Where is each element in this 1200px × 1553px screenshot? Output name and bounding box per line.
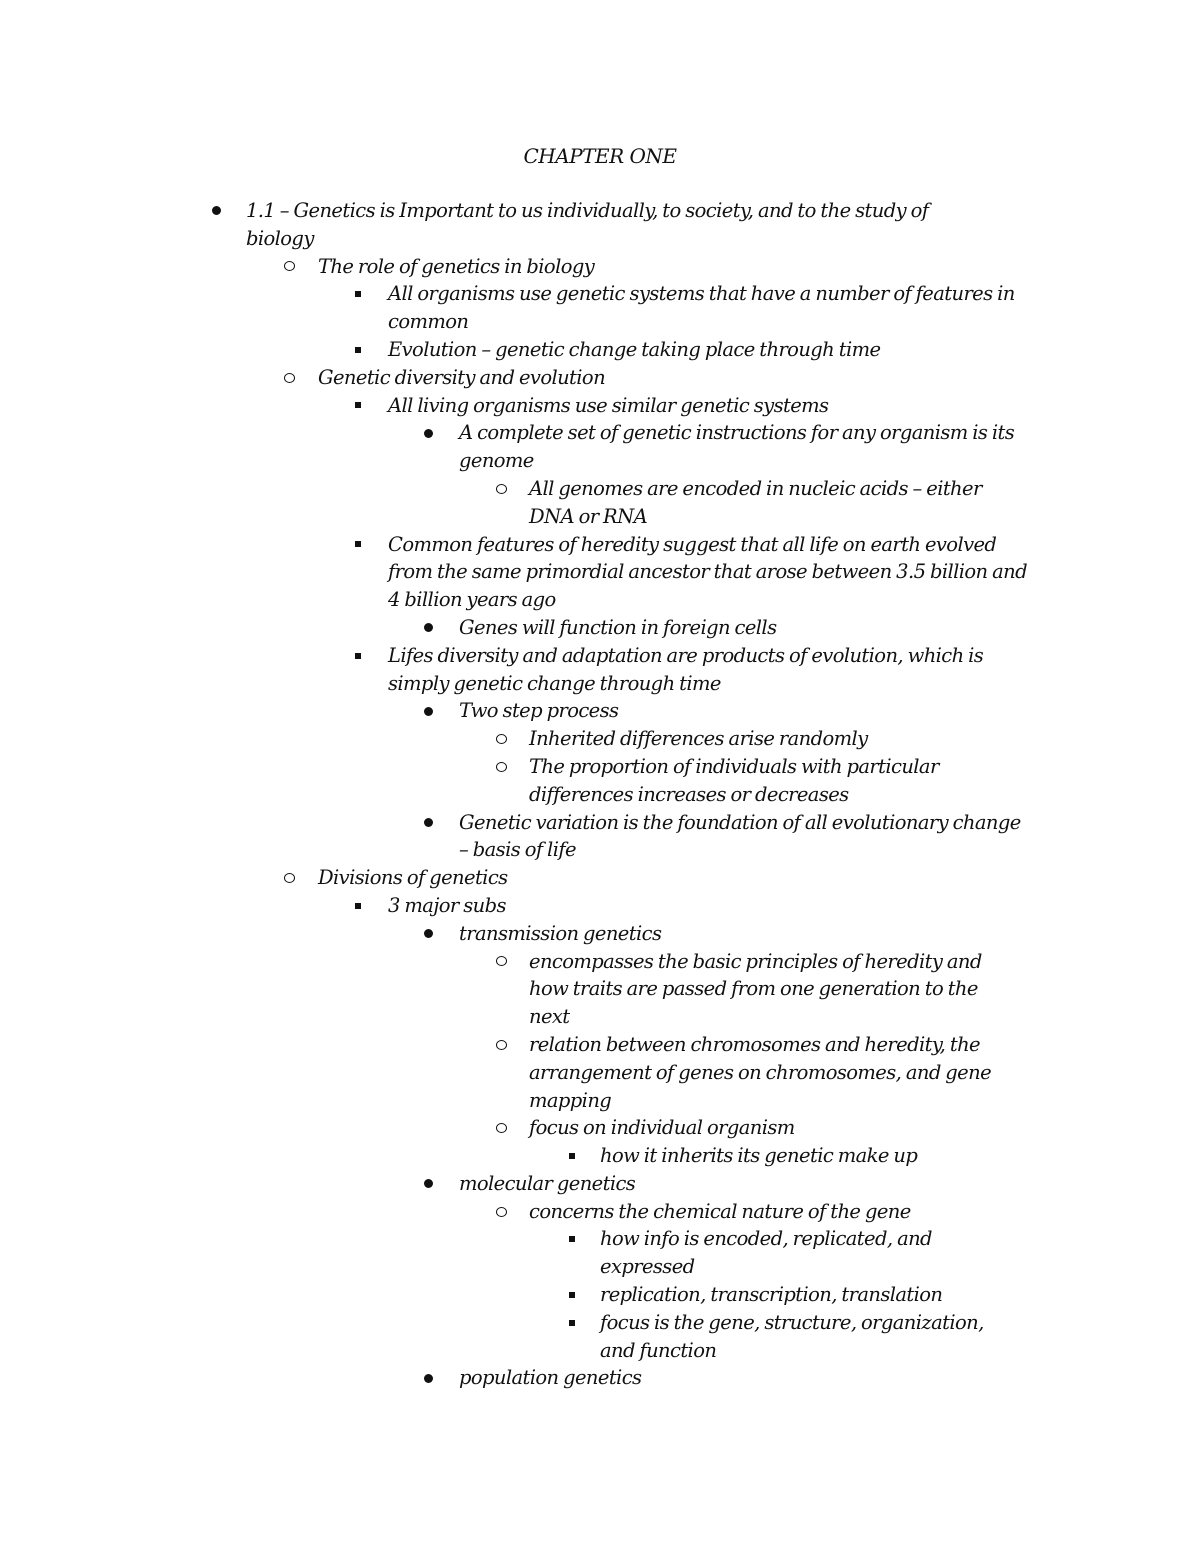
outline-item-text: The role of genetics in biology [318,254,595,278]
outline-item-text: Lifes diversity and adaptation are products of evolution, which is simply genetic change through time [388,643,984,695]
outline-item [0,920,1200,948]
outline-item-text: Genetic diversity and evolution [318,365,606,389]
disc-bullet-icon [421,697,435,725]
outline-item-text: All living organisms use similar genetic systems [388,393,829,417]
outline-item [0,1031,1200,1114]
circle-bullet-icon [494,948,508,976]
square-bullet-icon [351,642,365,670]
outline-item-text: focus is the gene, structure, organization, and function [600,1310,984,1362]
outline-item [0,392,1200,420]
outline-item [0,1142,1200,1170]
outline-item [0,419,1200,475]
outline-item [0,1114,1200,1142]
circle-bullet-icon [494,725,508,753]
outline-item-text: molecular genetics [459,1171,636,1195]
outline-item [0,1281,1200,1309]
circle-bullet-icon [494,1114,508,1142]
outline-item-text: how info is encoded, replicated, and expressed [600,1227,932,1279]
document-title: CHAPTER ONE [523,144,677,168]
disc-bullet-icon [209,197,223,225]
outline-item-text: concerns the chemical nature of the gene [529,1199,911,1223]
outline-item-text: 1.1 – Genetics is Important to us individually, to society, and to the study of biology [246,199,929,250]
outline-list [0,197,1200,1392]
outline-item [0,753,1200,809]
outline-item [0,1225,1200,1281]
outline-item [0,197,1200,253]
disc-bullet-icon [421,419,435,447]
square-bullet-icon [565,1281,579,1309]
square-bullet-icon [565,1309,579,1337]
disc-bullet-icon [421,614,435,642]
outline-item-text: Evolution – genetic change taking place through time [388,337,881,361]
outline-item-text: replication, transcription, translation [600,1283,943,1307]
outline-item-text: All organisms use genetic systems that have a number of features in common [388,282,1015,334]
outline-item-text: Genes will function in foreign cells [459,615,777,639]
outline-item-text: focus on individual organism [529,1116,795,1140]
outline-item [0,642,1200,698]
square-bullet-icon [351,336,365,364]
square-bullet-icon [565,1142,579,1170]
outline-item [0,1309,1200,1365]
outline-item [0,892,1200,920]
circle-bullet-icon [494,475,508,503]
outline-item-text: encompasses the basic principles of heredity and how traits are passed from one generation to the next [529,949,982,1029]
circle-bullet-icon [494,1031,508,1059]
outline-item [0,364,1200,392]
outline-item-text: 3 major subs [388,893,506,917]
outline-item-text: transmission genetics [459,921,662,945]
circle-bullet-icon [494,1198,508,1226]
square-bullet-icon [351,392,365,420]
disc-bullet-icon [421,809,435,837]
outline-item [0,725,1200,753]
outline-item-text: relation between chromosomes and heredity, the arrangement of genes on chromosomes, and gene mapping [529,1032,992,1112]
outline-item-text: All genomes are encoded in nucleic acids – either DNA or RNA [529,476,982,528]
circle-bullet-icon [282,253,296,281]
outline-item [0,614,1200,642]
outline-item-text: Inherited differences arise randomly [529,727,868,751]
outline-item [0,1364,1200,1392]
outline-item-text: Two step process [459,699,619,723]
outline-item [0,948,1200,1031]
square-bullet-icon [351,531,365,559]
circle-bullet-icon [282,364,296,392]
outline-item [0,809,1200,865]
circle-bullet-icon [282,864,296,892]
square-bullet-icon [351,280,365,308]
circle-bullet-icon [494,753,508,781]
outline-item-text: Genetic variation is the foundation of all evolutionary change – basis of life [459,810,1021,862]
outline-item [0,336,1200,364]
outline-item [0,280,1200,336]
outline-item-text: Divisions of genetics [318,866,508,890]
outline-item [0,1198,1200,1226]
outline-item [0,253,1200,281]
outline-item [0,864,1200,892]
outline-item-text: population genetics [459,1366,642,1390]
outline-item [0,1170,1200,1198]
square-bullet-icon [351,892,365,920]
outline-item [0,697,1200,725]
disc-bullet-icon [421,920,435,948]
square-bullet-icon [565,1225,579,1253]
outline-item-text: The proportion of individuals with particular differences increases or decreases [529,754,939,806]
disc-bullet-icon [421,1170,435,1198]
outline-item [0,531,1200,614]
disc-bullet-icon [421,1364,435,1392]
outline-item [0,475,1200,531]
outline-item-text: A complete set of genetic instructions for any organism is its genome [459,421,1015,473]
outline-item-text: Common features of heredity suggest that all life on earth evolved from the same primordial ancestor that arose between 3.5 billion and 4 billion years ago [388,532,1027,612]
outline-item-text: how it inherits its genetic make up [600,1144,918,1168]
